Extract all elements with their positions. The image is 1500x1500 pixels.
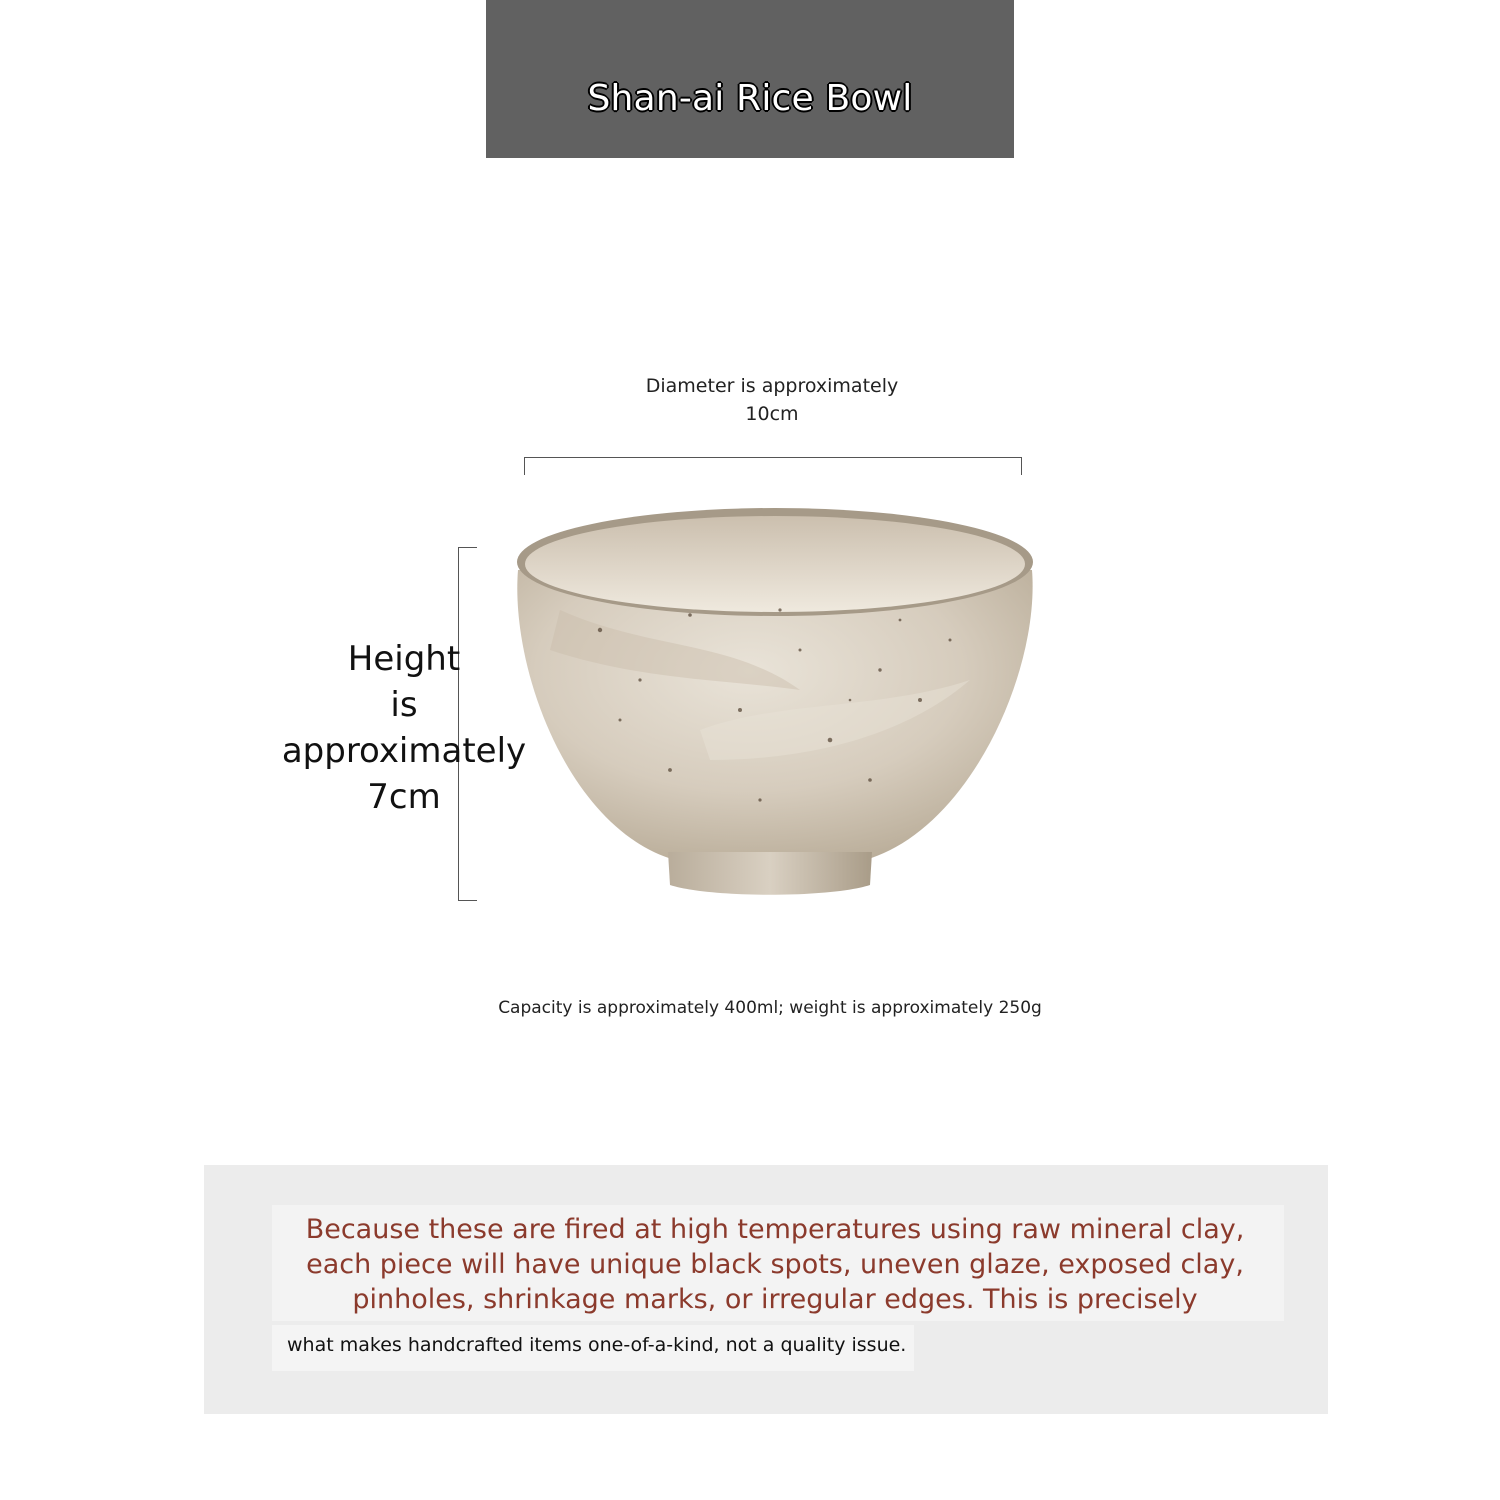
diameter-label [600, 372, 944, 428]
height-label [272, 636, 536, 820]
height-label-line1: Height [347, 639, 461, 679]
height-label-line3: approximately [281, 731, 527, 771]
notice-tail-text: what makes handcrafted items one-of-a-kind, not a quality issue. [287, 1334, 907, 1356]
diameter-bracket [524, 457, 1022, 475]
diameter-label-line2: 10cm [745, 403, 799, 425]
height-label-line2: is [390, 685, 418, 725]
capacity-weight-label: Capacity is approximately 400ml; weight is approximately 250g [498, 998, 1042, 1018]
product-title: Shan-ai Rice Bowl [587, 78, 913, 119]
title-banner [486, 0, 1014, 158]
height-label-line4: 7cm [367, 777, 441, 817]
bowl-image [500, 500, 1040, 900]
diameter-label-line1: Diameter is approximately [645, 375, 899, 397]
notice-main-text: Because these are fired at high temperatures using raw mineral clay, each piece will have unique black spots, uneven glaze, exposed clay, pinholes, shrinkage marks, or irregular edges. This is precisely [305, 1214, 1245, 1315]
